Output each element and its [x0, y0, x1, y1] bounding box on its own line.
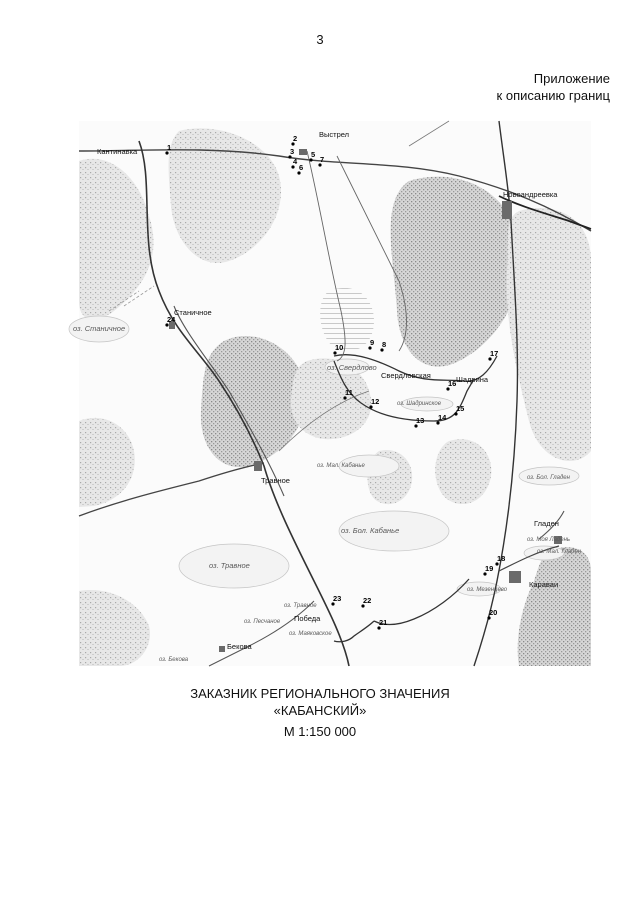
label-oz-sverdlovo: оз. Свердлово — [327, 363, 377, 372]
label-oz-travnoe: оз. Травное — [209, 561, 250, 570]
label-bekova: Бекова — [227, 642, 252, 651]
boundary-point-label-7: 7 — [320, 155, 325, 164]
boundary-point-label-21: 21 — [379, 618, 388, 627]
boundary-point-label-6: 6 — [299, 163, 304, 172]
label-oz-bol-gladen: оз. Бол. Гладен — [527, 475, 570, 481]
boundary-point-label-15: 15 — [456, 404, 465, 413]
boundary-point-label-12: 12 — [371, 397, 380, 406]
boundary-point-label-5: 5 — [311, 150, 316, 159]
boundary-point-label-23: 23 — [333, 594, 342, 603]
appendix-line-2: к описанию границ — [496, 88, 610, 103]
label-pobeda: Победа — [294, 614, 321, 623]
label-sverdlovskaya: Свердловская — [381, 371, 431, 380]
boundary-point-label-11: 11 — [345, 388, 353, 397]
boundary-point-label-24: 24 — [167, 315, 176, 324]
label-vystrel: Выстрел — [319, 130, 350, 139]
map-scale: М 1:150 000 — [283, 724, 357, 739]
page-number: 3 — [316, 32, 324, 47]
label-kantinovka: Кантинавка — [97, 147, 138, 156]
boundary-point-label-8: 8 — [382, 340, 387, 349]
label-oz-travnoe-small: оз. Травное — [284, 603, 317, 609]
label-oz-bol-kabanye: оз. Бол. Кабанье — [341, 526, 400, 535]
label-oz-peschanoe: оз. Песчаное — [244, 619, 281, 625]
map — [73, 121, 591, 666]
label-gladen: Гладен — [534, 519, 559, 528]
boundary-point-label-9: 9 — [370, 338, 375, 347]
appendix-note — [497, 70, 610, 104]
boundary-point-label-14: 14 — [438, 413, 447, 422]
label-oz-bekova: оз. Бекова — [159, 657, 189, 663]
boundary-point-label-3: 3 — [290, 147, 295, 156]
label-oz-shadrinskoe: оз. Шадринское — [397, 401, 442, 407]
boundary-point-label-10: 10 — [335, 343, 344, 352]
label-oz-stanichnoe: оз. Станичное — [73, 324, 126, 333]
appendix-line-1: Приложение — [533, 71, 610, 86]
label-stanichnoe: Станичное — [174, 308, 212, 317]
label-oz-moya-laden: оз. Моя Ладень — [527, 537, 571, 543]
label-travnoe: Травное — [261, 476, 290, 485]
boundary-point-label-17: 17 — [490, 349, 499, 358]
label-oz-mal-gladen: оз. Мал. Гладен — [537, 549, 582, 555]
label-shadrina: Шадрина — [456, 375, 489, 384]
label-oz-mayakovskoe: оз. Маяковское — [289, 631, 332, 637]
label-karavai: Караваи — [529, 580, 559, 589]
boundary-point-label-19: 19 — [485, 564, 494, 573]
map-canvas — [73, 121, 591, 666]
boundary-point-label-18: 18 — [497, 554, 506, 563]
map-caption — [0, 685, 640, 740]
boundary-point-label-20: 20 — [489, 608, 498, 617]
caption-line-1: ЗАКАЗНИК РЕГИОНАЛЬНОГО ЗНАЧЕНИЯ — [190, 686, 450, 701]
boundary-point-label-1: 1 — [167, 143, 172, 152]
boundary-point-label-16: 16 — [448, 379, 457, 388]
boundary-point-label-2: 2 — [293, 134, 298, 143]
label-oz-mal-kabanye: оз. Мал. Кабанье — [317, 463, 365, 469]
boundary-point-label-22: 22 — [363, 596, 372, 605]
forest-areas — [79, 128, 591, 666]
boundary-point-label-13: 13 — [416, 416, 425, 425]
label-novoandreevka: Новоандреевка — [503, 190, 558, 199]
caption-line-2: «КАБАНСКИЙ» — [273, 703, 367, 718]
label-oz-mezentsevo: оз. Мезенцево — [467, 587, 508, 593]
boundary-point-label-4: 4 — [293, 157, 298, 166]
